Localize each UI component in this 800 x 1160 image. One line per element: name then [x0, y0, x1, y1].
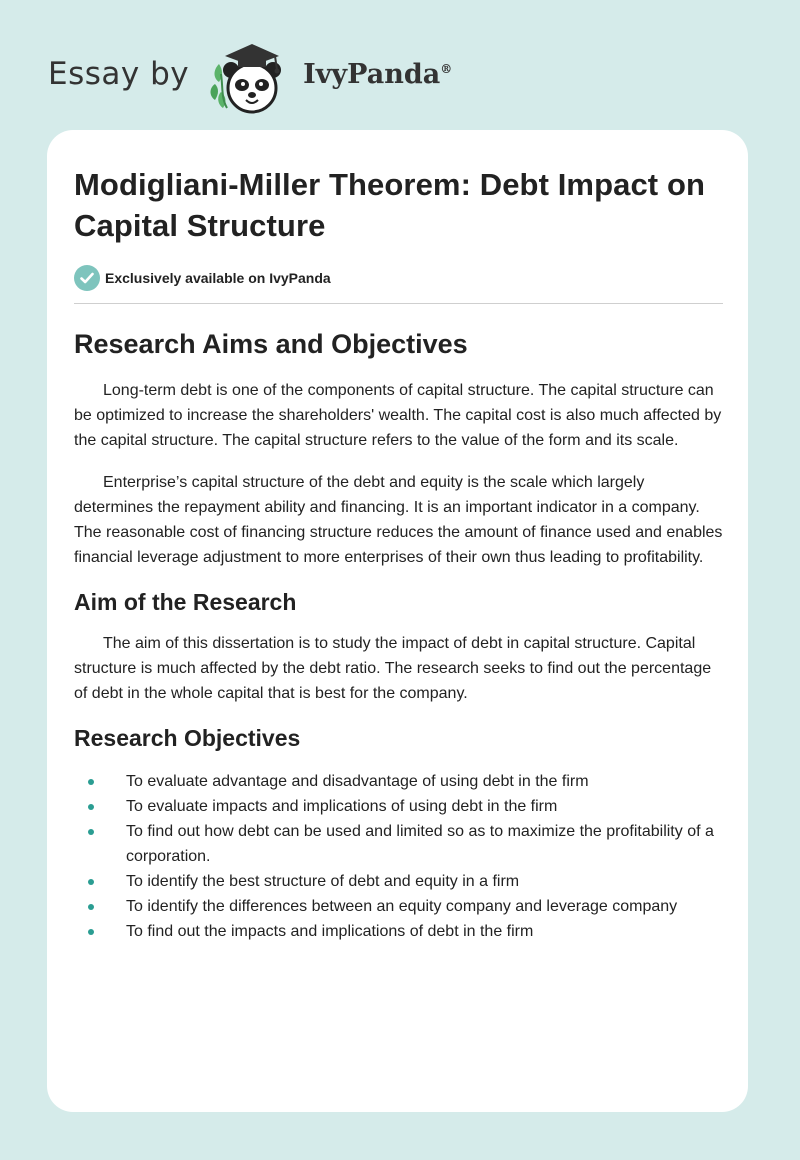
- brand-name-text: IvyPanda: [303, 58, 441, 90]
- list-item: To identify the differences between an equity company and leverage company: [74, 894, 723, 919]
- section-heading-aim: Aim of the Research: [74, 589, 297, 615]
- ivypanda-logo-icon[interactable]: [205, 34, 295, 114]
- registered-mark: ®: [440, 61, 453, 76]
- checkmark-icon: [74, 265, 100, 291]
- essay-by-label: Essay by: [48, 56, 190, 92]
- section-heading-aims: Research Aims and Objectives: [74, 329, 468, 359]
- divider: [74, 303, 723, 304]
- objectives-list: [74, 769, 723, 944]
- exclusive-label: Exclusively available on IvyPanda: [105, 270, 331, 286]
- paragraph: The aim of this dissertation is to study the impact of debt in capital structure. Capital structure is much affected by the debt ratio. The research seeks to find out the percentage of debt in the whole capital that is best for the company.: [74, 635, 712, 702]
- list-item: To find out the impacts and implications of debt in the firm: [74, 919, 723, 944]
- essay-content: [74, 164, 723, 944]
- exclusive-badge: [74, 264, 723, 292]
- brand-name[interactable]: [303, 59, 452, 90]
- list-item: To evaluate advantage and disadvantage of using debt in the firm: [74, 769, 723, 794]
- essay-card: [47, 130, 748, 1112]
- list-item: To find out how debt can be used and limited so as to maximize the profitability of a corporation.: [74, 819, 723, 869]
- paragraph: Long-term debt is one of the components of capital structure. The capital structure can be optimized to increase the shareholders' wealth. The capital cost is also much affected by the capital structure. The capital structure refers to the value of the form and its scale.: [74, 382, 722, 449]
- section-heading-objectives: Research Objectives: [74, 725, 301, 751]
- page-title: Modigliani-Miller Theorem: Debt Impact on Capital Structure: [74, 167, 706, 243]
- paragraph: Enterprise’s capital structure of the debt and equity is the scale which largely determines the repayment ability and financing. It is an important indicator in a company. The reasonable cost of financing structure reduces the amount of finance used and enables financial leverage adjustment to more enterprises of their own thus leading to profitability.: [74, 474, 723, 566]
- list-item: To identify the best structure of debt and equity in a firm: [74, 869, 723, 894]
- list-item: To evaluate impacts and implications of using debt in the firm: [74, 794, 723, 819]
- brand-header: [48, 34, 452, 114]
